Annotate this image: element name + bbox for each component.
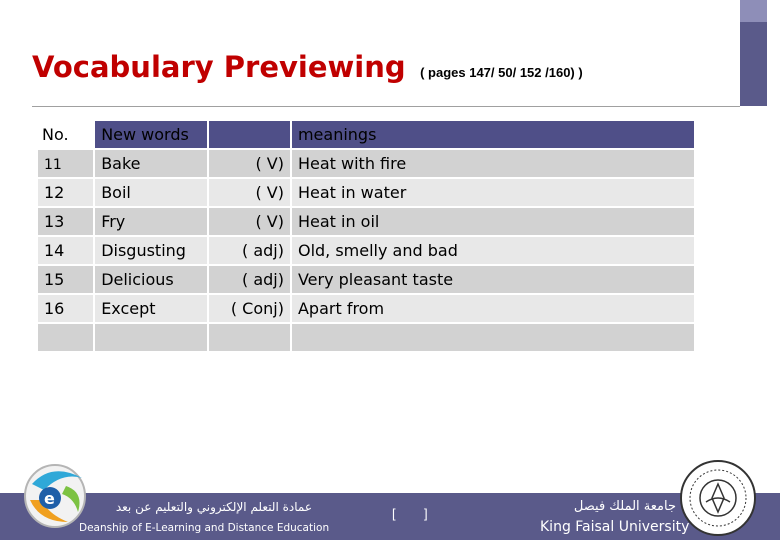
table-row [38,208,694,235]
row-no: 12 [38,179,93,206]
header-no: No. [38,121,93,148]
university-arabic: جامعة الملك فيصل [573,499,676,514]
row-pos [209,324,290,351]
row-meaning: Heat in water [292,179,694,206]
row-no: 14 [38,237,93,264]
table-row [38,179,694,206]
row-meaning: Very pleasant taste [292,266,694,293]
deanship-english: Deanship of E-Learning and Distance Education [79,522,330,534]
table-row [38,295,694,322]
row-meaning: Apart from [292,295,694,322]
row-pos: ( Conj) [209,295,290,322]
slide-title [32,50,583,84]
title-divider [32,106,740,107]
row-meaning: Heat in oil [292,208,694,235]
title-main: Vocabulary Previewing [32,50,406,84]
row-no [38,150,93,177]
row-word: Except [95,295,206,322]
bracket-right: ] [424,506,428,521]
table-row [38,237,694,264]
row-word: Bake [95,150,206,177]
corner-accent-bar [740,0,767,106]
row-pos: ( V) [209,179,290,206]
row-word: Delicious [95,266,206,293]
row-meaning: Old, smelly and bad [292,237,694,264]
svg-text:e: e [44,489,55,508]
row-meaning [292,324,694,351]
title-pages: ( pages 147/ 50/ 152 /160) ) [420,65,583,80]
row-no: 16 [38,295,93,322]
row-no [38,324,93,351]
university-seal-icon [678,458,758,538]
row-meaning: Heat with fire [292,150,694,177]
row-pos: ( adj) [209,266,290,293]
row-no: 15 [38,266,93,293]
table-row-empty [38,324,694,351]
row-pos: ( V) [209,208,290,235]
header-new-words: New words [95,121,206,148]
row-word [95,324,206,351]
deanship-arabic: عمادة التعلم الإلكتروني والتعليم عن بعد [115,500,312,514]
row-no: 13 [38,208,93,235]
vocabulary-table [36,119,696,353]
corner-accent-top [740,0,767,22]
row-pos: ( adj) [209,237,290,264]
bracket-left: [ [392,506,396,521]
header-pos [209,121,290,148]
table-header-row [38,121,694,148]
table-row [38,150,694,177]
row-word: Fry [95,208,206,235]
e-learning-logo-icon [22,456,92,528]
row-pos: ( V) [209,150,290,177]
row-word: Boil [95,179,206,206]
header-meanings: meanings [292,121,694,148]
row-word: Disgusting [95,237,206,264]
row-no-text: 11 [44,157,62,173]
table-row [38,266,694,293]
university-english: King Faisal University [540,519,690,535]
